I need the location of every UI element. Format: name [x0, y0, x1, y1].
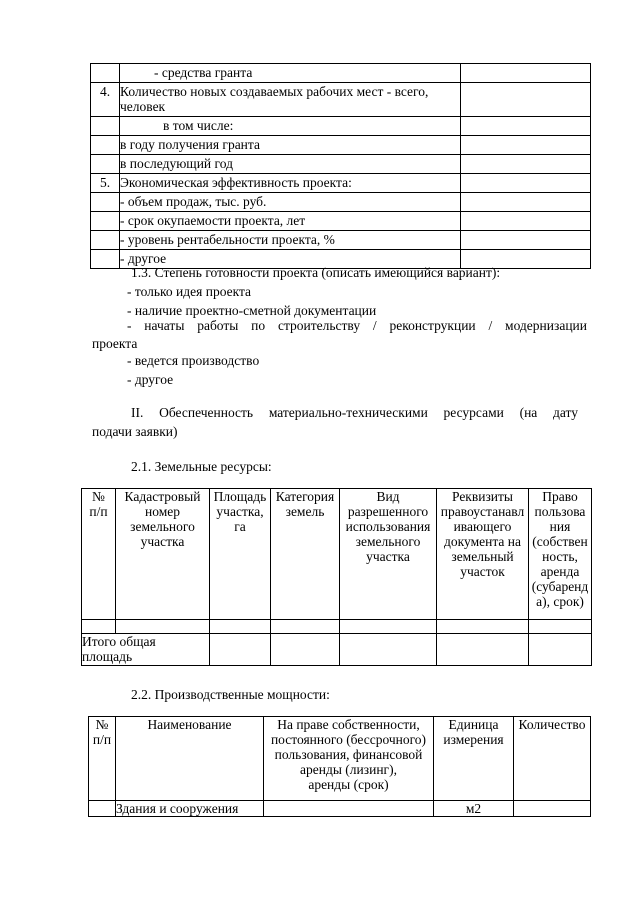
row-number: [91, 136, 120, 155]
row-name: Здания и сооружения: [116, 801, 264, 817]
row-value: [461, 64, 591, 83]
header-text: На праве собственности, постоянного (бессрочного) пользования, финансовой аренды (лизинг), аренды (срок): [270, 717, 427, 792]
empty-cell: [89, 801, 116, 817]
row-number: [91, 212, 120, 231]
readiness-option-cont: проекта: [92, 336, 138, 351]
table-row: [91, 174, 591, 193]
empty-cell: [437, 620, 529, 634]
header-text: Количество: [518, 717, 586, 732]
readiness-option: - ведется производство: [127, 353, 260, 368]
row-label: в году получения гранта: [120, 136, 461, 155]
row-label: - уровень рентабельности проекта, %: [120, 231, 461, 250]
total-label-text: Итого общая площадь: [82, 634, 156, 664]
table-row: [91, 83, 591, 117]
row-value: [461, 174, 591, 193]
row-unit: м2: [434, 801, 514, 817]
row-number: 5.: [91, 174, 120, 193]
header-text: Право пользова ния (собствен ность, аренда (субаренд а), срок): [531, 489, 589, 609]
header-ownership: [264, 717, 434, 801]
row-value: [461, 83, 591, 117]
row-label: - средства гранта: [120, 64, 461, 83]
header-unit: [434, 717, 514, 801]
row-label: - срок окупаемости проекта, лет: [120, 212, 461, 231]
row-number: [91, 117, 120, 136]
header-text: Наименование: [147, 717, 232, 732]
readiness-option: - начаты работы по строительству / реконструкции / модернизации: [127, 318, 587, 333]
production-capacity-table: [88, 716, 591, 817]
row-number: 4.: [91, 83, 120, 117]
readiness-option: - другое: [127, 372, 174, 387]
table-row: [91, 193, 591, 212]
row-number: [91, 193, 120, 212]
readiness-option: - наличие проектно-сметной документации: [127, 303, 377, 318]
header-text: Категория земель: [275, 489, 335, 519]
header-quantity: [514, 717, 591, 801]
header-area: [210, 489, 271, 620]
row-value: [461, 155, 591, 174]
section-2-2-title: 2.2. Производственные мощности:: [131, 687, 330, 702]
row-value: [461, 136, 591, 155]
table-row: [91, 231, 591, 250]
header-text: № п/п: [92, 717, 112, 747]
empty-cell: [271, 620, 340, 634]
section-2-1-title: 2.1. Земельные ресурсы:: [131, 459, 272, 474]
table-row: [91, 117, 591, 136]
row-value: [461, 117, 591, 136]
header-right: [529, 489, 592, 620]
row-value: [461, 231, 591, 250]
row-label: Экономическая эффективность проекта:: [120, 174, 461, 193]
header-text: Кадастровый номер земельного участка: [124, 489, 201, 549]
table-row: [91, 136, 591, 155]
row-label: - другое: [120, 250, 461, 269]
table-row: [91, 64, 591, 83]
row-label: в том числе:: [120, 117, 461, 136]
row-label: - объем продаж, тыс. руб.: [120, 193, 461, 212]
row-label: в последующий год: [120, 155, 461, 174]
empty-cell: [116, 620, 210, 634]
project-indicators-table: [90, 63, 591, 269]
land-resources-table: [81, 488, 592, 666]
header-num: [89, 717, 116, 801]
empty-cell: [264, 801, 434, 817]
section-2-title-cont: подачи заявки): [92, 424, 178, 439]
header-text: № п/п: [89, 489, 108, 519]
empty-cell: [271, 634, 340, 666]
row-number: [91, 155, 120, 174]
empty-cell: [340, 634, 437, 666]
empty-cell: [514, 801, 591, 817]
empty-cell: [210, 634, 271, 666]
header-text: Площадь участка, га: [213, 489, 267, 534]
row-number: [91, 231, 120, 250]
header-cadastral: [116, 489, 210, 620]
header-text: Единица измерения: [443, 717, 504, 747]
empty-cell: [340, 620, 437, 634]
row-value: [461, 193, 591, 212]
table-row: [91, 212, 591, 231]
header-usage: [340, 489, 437, 620]
empty-cell: [529, 620, 592, 634]
header-category: [271, 489, 340, 620]
row-label: Количество новых создаваемых рабочих мест - всего, человек: [120, 83, 461, 117]
header-document: [437, 489, 529, 620]
total-area-label: [82, 634, 210, 666]
row-value: [461, 212, 591, 231]
row-number: [91, 250, 120, 269]
empty-cell: [82, 620, 116, 634]
empty-cell: [437, 634, 529, 666]
row-number: [91, 64, 120, 83]
header-name: [116, 717, 264, 801]
section-2-title: II. Обеспеченность материально-техническими ресурсами (на дату: [131, 405, 578, 420]
empty-cell: [210, 620, 271, 634]
header-text: Вид разрешенного использования земельного участка: [345, 489, 431, 564]
empty-cell: [529, 634, 592, 666]
header-num: [82, 489, 116, 620]
section-1-3-title: 1.3. Степень готовности проекта (описать имеющийся вариант):: [131, 265, 501, 280]
readiness-option: - только идея проекта: [127, 284, 252, 299]
table-row: [91, 155, 591, 174]
header-text: Реквизиты правоустанавл ивающего документа на земельный участок: [440, 489, 525, 579]
